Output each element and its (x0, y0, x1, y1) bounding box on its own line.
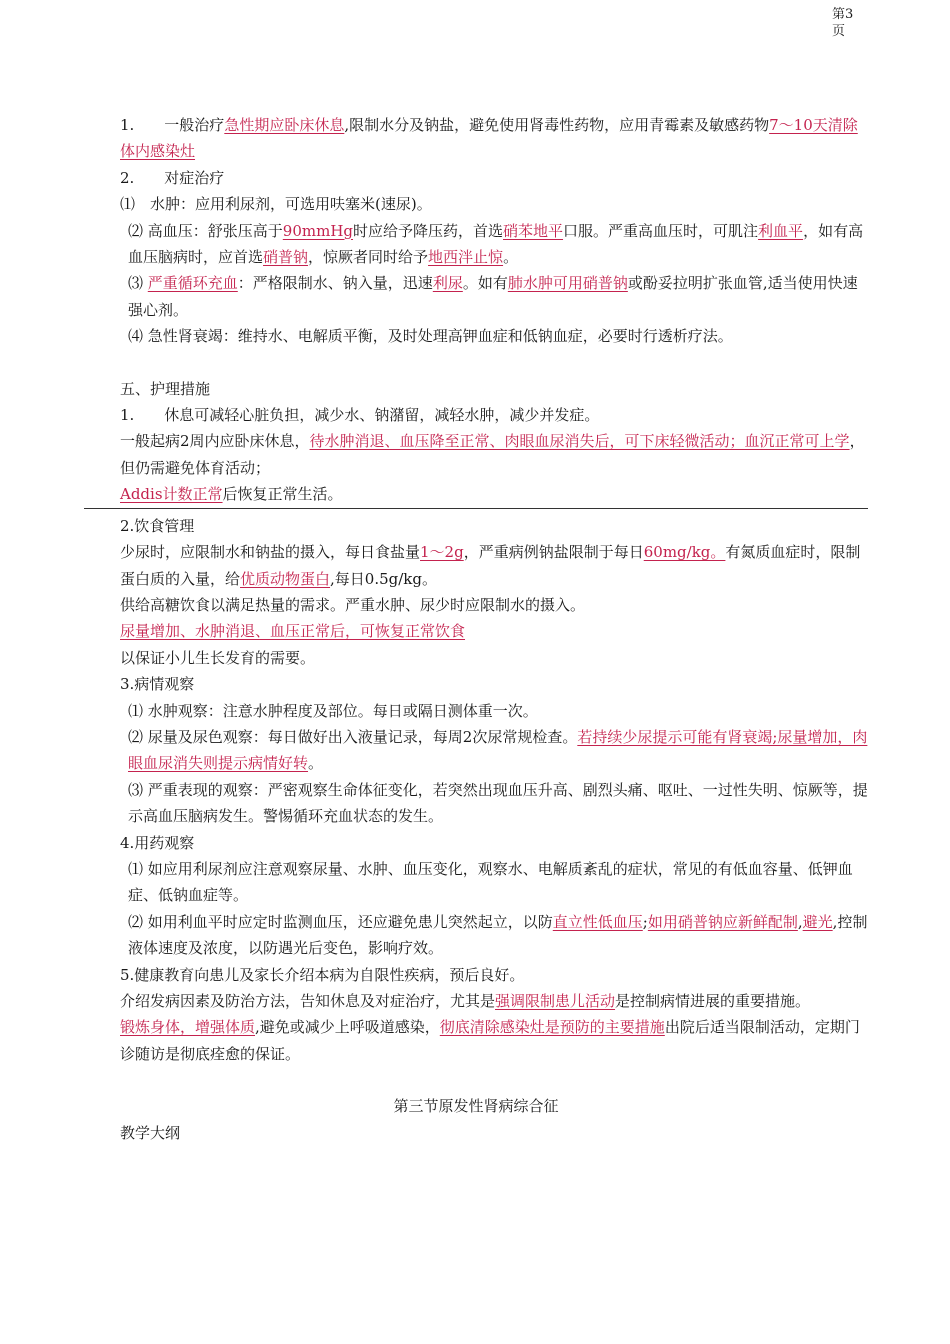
text-segment: 。如有 (462, 274, 508, 293)
highlighted-text: 锻炼身体，增强体质 (120, 1018, 256, 1037)
text-segment: 教学大纲 (120, 1123, 181, 1142)
text-segment: 5.健康教育向患儿及家长介绍本病为自限性疾病，预后良好。 (120, 965, 525, 984)
paragraph-symptomatic-heading (84, 165, 868, 191)
paragraph-nursing-heading (84, 376, 868, 402)
highlighted-text: 如用硝普钠应新鲜配制 (647, 912, 798, 931)
text-segment: ，严重病例钠盐限制于每日 (463, 543, 644, 562)
text-segment: 是控制病情进展的重要措施。 (615, 992, 811, 1010)
text-segment: ⑶ 严重表现的观察：严密观察生命体征变化，若突然出现血压升高、剧烈头痛、呕吐、一过性失明、惊厥等，提示高血压脑病发生。警惕循环充血状态的发生。 (128, 780, 868, 826)
text-segment: ,每日0.5g/kg。 (330, 569, 438, 588)
paragraph-education (84, 962, 868, 988)
text-segment: ,限制水分及钠盐，避免使用肾毒性药物，应用青霉素及敏感药物 (344, 116, 770, 134)
text-segment: 2. 对症治疗 (120, 168, 225, 187)
paragraph-syllabus (84, 1120, 868, 1146)
paragraph-renal-failure (84, 323, 868, 349)
paragraph-diet-4 (84, 645, 868, 671)
paragraph-edema (84, 191, 868, 217)
text-segment: 3.病情观察 (120, 675, 195, 694)
text-segment: ⑴ 如应用利尿剂应注意观察尿量、水肿、血压变化，观察水、电解质紊乱的症状，常见的有低血容量、低钾血症、低钠血症等。 (128, 859, 853, 905)
paragraph-obs-severe (84, 777, 868, 830)
text-segment: ,避免或减少上呼吸道感染， (255, 1018, 440, 1037)
text-segment: ; (642, 912, 648, 931)
text-segment: ⑴ 水肿：应用利尿剂，可选用呋塞米(速尿)。 (120, 195, 432, 214)
text-segment: , (797, 912, 803, 931)
paragraph-observation-heading (84, 671, 868, 697)
text-segment: ⑴ 水肿观察：注意水肿程度及部位。每日或隔日测体重一次。 (128, 701, 538, 720)
highlighted-text: 优质动物蛋白 (240, 569, 331, 588)
highlighted-text: 利尿 (432, 274, 463, 293)
text-segment: 。 (503, 248, 519, 267)
page-number: 第3页 (832, 7, 854, 39)
text-segment: 或酚妥拉明扩张血管,适当使用快速强心剂。 (128, 274, 858, 319)
text-segment: ⑶ (128, 274, 148, 293)
text-segment: 出院后适当限制活动，定期门诊随访是彻底痊愈的保证。 (120, 1018, 860, 1063)
highlighted-text: 7～10天清除体内感染灶 (120, 116, 858, 161)
text-segment: 有氮质血症时，限制蛋白质的入量，给 (120, 543, 861, 588)
highlighted-text: 硝普钠 (263, 248, 309, 267)
highlighted-text: Addis计数正常 (120, 485, 223, 504)
text-segment: 时应给予降压药，首选 (353, 221, 504, 240)
highlighted-text: 急性期应卧床休息 (224, 116, 345, 134)
paragraph-hypertension (84, 218, 868, 271)
text-segment: ⑵ 如用利血平时应定时监测血压，还应避免患儿突然起立，以防 (128, 912, 553, 931)
text-segment: 1. 一般治疗 (120, 116, 225, 134)
paragraph-addis (84, 481, 868, 508)
paragraph-obs-urine (84, 724, 868, 777)
text-segment: 2.饮食管理 (120, 516, 195, 535)
highlighted-text: 直立性低血压 (552, 912, 643, 931)
text-segment: 介绍发病因素及防治方法，告知休息及对症治疗，尤其是 (120, 992, 496, 1010)
paragraph-diet-2 (84, 592, 868, 618)
paragraph-drug-heading (84, 830, 868, 856)
text-segment: ,控制液体速度及浓度，以防遇光后变色，影响疗效。 (128, 912, 868, 958)
text-segment: 一般起病2周内应卧床休息， (120, 432, 310, 451)
highlighted-text: 硝苯地平 (503, 221, 564, 240)
text-segment: 少尿时，应限制水和钠盐的摄入，每日食盐量 (120, 543, 421, 562)
paragraph-gap-1 (84, 350, 868, 376)
text-segment: ，但仍需避免体育活动； (120, 432, 865, 477)
paragraph-gap-2 (84, 1067, 868, 1093)
text-segment: ，如有高血压脑病时，应首选 (128, 221, 864, 267)
paragraph-circulatory (84, 270, 868, 323)
highlighted-text: 强调限制患儿活动 (495, 992, 616, 1010)
text-segment: 。 (308, 754, 324, 773)
paragraph-diet-heading (84, 513, 868, 539)
paragraph-education-3 (84, 1014, 868, 1067)
text-segment: 1. 休息可减轻心脏负担，减少水、钠潴留，减轻水肿，减少并发症。 (120, 406, 600, 425)
document-body (84, 112, 868, 1146)
text-segment: 后恢复正常生活。 (222, 485, 343, 504)
text-segment: ⑵ 高血压：舒张压高于 (128, 221, 283, 240)
text-segment: 口服。严重高血压时，可肌注 (563, 221, 759, 240)
paragraph-drug-2 (84, 909, 868, 962)
text-segment: ：严格限制水、钠入量，迅速 (237, 274, 433, 293)
text-segment: 以保证小儿生长发育的需要。 (120, 648, 316, 667)
paragraph-general-treatment (84, 112, 868, 165)
paragraph-drug-1 (84, 856, 868, 909)
highlighted-text: 待水肿消退、血压降至正常、肉眼血尿消失后，可下床轻微活动；血沉正常可上学 (309, 432, 850, 451)
text-segment: 供给高糖饮食以满足热量的需求。严重水肿、尿少时应限制水的摄入。 (120, 595, 586, 614)
highlighted-text: 若持续少尿提示可能有肾衰竭;尿量增加，肉眼血尿消失则提示病情好转 (128, 727, 868, 773)
paragraph-rest (84, 402, 868, 428)
text-segment: ⑵ 尿量及尿色观察：每日做好出入液量记录，每周2次尿常规检查。 (128, 727, 578, 746)
paragraph-section-title (84, 1093, 868, 1119)
text-segment: ，惊厥者同时给予 (308, 248, 429, 267)
paragraph-education-2 (84, 988, 868, 1014)
paragraph-obs-edema (84, 698, 868, 724)
highlighted-text: 90mmHg (282, 221, 353, 240)
text-segment: 4.用药观察 (120, 833, 195, 852)
highlighted-text: 利血平 (758, 221, 804, 240)
highlighted-text: 地西泮止惊 (428, 248, 504, 267)
text-segment: 第三节原发性肾病综合征 (393, 1097, 559, 1116)
highlighted-text: 1～2g (420, 543, 464, 562)
highlighted-text: 避光 (802, 912, 833, 931)
text-segment: ⑷ 急性肾衰竭：维持水、电解质平衡，及时处理高钾血症和低钠血症，必要时行透析疗法。 (128, 327, 733, 346)
paragraph-diet-3 (84, 618, 868, 644)
highlighted-text: 严重循环充血 (147, 274, 238, 293)
paragraph-diet-1 (84, 539, 868, 592)
highlighted-text: 尿量增加、水肿消退、血压正常后，可恢复正常饮食 (120, 622, 466, 641)
highlighted-text: 肺水肿可用硝普钠 (507, 274, 628, 293)
paragraph-bed-rest (84, 428, 868, 481)
highlighted-text: 60mg/kg。 (643, 543, 726, 562)
highlighted-text: 彻底清除感染灶是预防的主要措施 (439, 1018, 665, 1037)
text-segment: 五、护理措施 (120, 379, 211, 398)
